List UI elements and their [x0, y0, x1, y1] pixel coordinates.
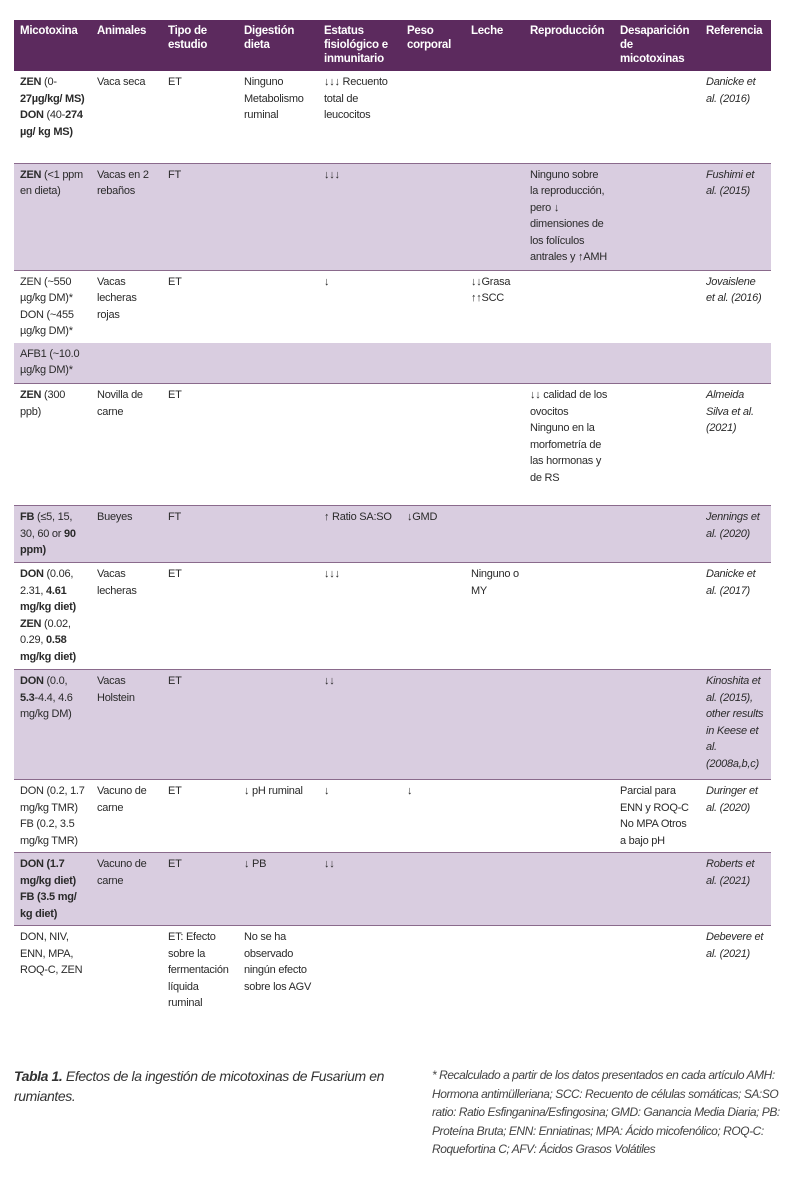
cell-study: ET [168, 275, 182, 288]
cell-digestion [238, 163, 318, 270]
cell-repro [524, 506, 614, 563]
micotoxina-segment: 5.3 [20, 691, 35, 704]
micotoxina-segment: (≤5, 15, 30, 60 or [20, 511, 73, 540]
header-micotoxina: Micotoxina [14, 20, 91, 71]
cell-micotoxina [14, 163, 91, 270]
micotoxina-segment: ZEN [20, 389, 42, 401]
cell-micotoxina [14, 853, 91, 926]
micotoxina-segment: ZEN (~550 µg/kg DM)* DON (~455 µg/kg DM)* [20, 275, 74, 337]
micotoxina-segment: ZEN [20, 168, 42, 181]
cell-digestion [238, 384, 318, 506]
header-tipo-estudio: Tipo de estudio [162, 20, 238, 71]
cell-micotoxina [14, 384, 91, 506]
cell-repro [524, 71, 614, 163]
cell-study: ET [162, 780, 238, 853]
cell-disappear [614, 506, 700, 563]
cell-status: ↓↓↓ [318, 563, 401, 670]
cell-micotoxina [14, 270, 91, 343]
cell-micotoxina [14, 71, 91, 163]
caption-label: Tabla 1. [14, 1068, 63, 1084]
cell-animals: Vaca seca [91, 71, 162, 163]
cell-digestion [238, 563, 318, 670]
cell-status: ↓↓ [318, 853, 401, 926]
micotoxina-segment: 274 µg/ kg MS) [20, 109, 83, 138]
cell-study: FT [162, 163, 238, 270]
cell-disappear: Parcial para ENN y ROQ-C No MPA Otros a bajo pH [614, 780, 700, 853]
cell-animals: Vacas en 2 rebaños [91, 163, 162, 270]
micotoxina-segment: 0.58 mg/kg diet) [20, 634, 76, 663]
cell-repro [524, 853, 614, 926]
cell-animals: Vacuno de carne [91, 780, 162, 853]
cell-digestion [238, 670, 318, 780]
cell-digestion: ↓ pH ruminal [238, 780, 318, 853]
cell-micotoxina [14, 563, 91, 670]
table-row [14, 343, 771, 384]
cell-weight [401, 343, 465, 384]
cell-disappear [614, 343, 700, 384]
micotoxina-segment: 4.61 mg/kg diet) ZEN [20, 584, 76, 630]
cell-ref: Jennings et al. (2020) [700, 506, 771, 563]
micotoxina-segment: DON [20, 675, 44, 687]
micotoxina-segment: (0.0, [43, 675, 68, 687]
cell-animals: Vacas lecheras [91, 563, 162, 670]
micotoxina-segment: FB [20, 511, 35, 523]
cell-weight: ↓ [401, 780, 465, 853]
micotoxina-segment: (0.02, 0.29, [20, 617, 71, 646]
micotoxina-segment: (0.06, 2.31, [20, 568, 74, 597]
cell-digestion [238, 343, 318, 384]
table-row [14, 780, 771, 853]
table-row [14, 163, 771, 270]
cell-weight [401, 853, 465, 926]
cell-animals: Vacas Holstein [91, 670, 162, 780]
cell-milk [465, 853, 524, 926]
cell-digestion: No se ha observado ningún efecto sobre los AGV [244, 931, 312, 993]
table-row [14, 670, 771, 780]
header-estatus: Estatus fisiológico e inmunitario [318, 20, 401, 71]
cell-milk [465, 71, 524, 163]
cell-study: ET [162, 853, 238, 926]
cell-status: ↓↓↓ [318, 163, 401, 270]
cell-ref: Jovaislene et al. (2016) [706, 275, 762, 304]
cell-milk [465, 670, 524, 780]
cell-study [162, 343, 238, 384]
micotoxina-segment: (<1 ppm en dieta) [20, 168, 83, 197]
cell-digestion: ↓ PB [238, 853, 318, 926]
micotoxina-segment: DON (1.7 mg/kg diet) FB (3.5 mg/ kg diet) [20, 858, 77, 920]
cell-ref: Kinoshita et al. (2015), other results in Keese et al. (2008a,b,c) [700, 670, 771, 780]
cell-repro [524, 270, 614, 343]
cell-disappear [614, 384, 700, 506]
table-footnote: * Recalculado a partir de los datos presentados en cada artículo AMH: Hormona antimülleriana; SCC: Recuento de células somáticas; SA:SO ratio: Ratio Esfinganina/Esfingosina; GMD: Ganancia Media Diaria; PB: Proteína Bruta; ENN: Enniatinas; MPA: Ácido micofenólico; ROQ-C: Roquefortina C; AFV: Ácidos Grasos Volátiles [432, 1068, 780, 1156]
cell-study: ET [162, 563, 238, 670]
cell-animals [91, 926, 162, 1022]
cell-animals: Vacas lecheras rojas [97, 275, 137, 321]
cell-repro [524, 670, 614, 780]
cell-repro [524, 343, 614, 384]
micotoxina-segment: (0- [41, 76, 57, 88]
micotoxina-segment: DON [20, 568, 44, 580]
cell-weight: ↓GMD [401, 506, 465, 563]
cell-repro [524, 926, 614, 1022]
header-referencia: Referencia [700, 20, 771, 71]
cell-study: ET: Efecto sobre la fermentación líquida ruminal [168, 931, 229, 1009]
cell-milk [465, 926, 524, 1022]
cell-weight [401, 670, 465, 780]
header-leche: Leche [465, 20, 524, 71]
cell-disappear [614, 853, 700, 926]
cell-status [318, 926, 401, 1022]
cell-micotoxina [14, 780, 91, 853]
micotoxina-segment: (300 ppb) [20, 389, 66, 418]
table-caption [14, 1066, 394, 1106]
cell-milk: Ninguno o MY [465, 563, 524, 670]
cell-status: ↓ [318, 780, 401, 853]
caption-text: Efectos de la ingestión de micotoxinas de Fusarium en rumiantes. [14, 1068, 385, 1104]
cell-weight [401, 384, 465, 506]
micotoxina-segment: DON, NIV, ENN, MPA, ROQ-C, ZEN [20, 931, 83, 976]
cell-milk [465, 506, 524, 563]
header-reproduccion: Reproducción [524, 20, 614, 71]
cell-micotoxina [14, 670, 91, 780]
table-row [14, 563, 771, 670]
cell-ref: Danicke et al. (2016) [700, 71, 771, 163]
table-row [14, 853, 771, 926]
micotoxina-segment: AFB1 (~10.0 µg/kg DM)* [20, 347, 80, 376]
table-row [14, 71, 771, 163]
cell-status: ↑ Ratio SA:SO [318, 506, 401, 563]
header-digestion-dieta: Digestión dieta [238, 20, 318, 71]
cell-ref: Duringer et al. (2020) [700, 780, 771, 853]
cell-digestion [238, 270, 318, 343]
cell-study: ET [162, 71, 238, 163]
cell-ref: Fushimi et al. (2015) [700, 163, 771, 270]
cell-digestion [238, 506, 318, 563]
cell-animals [91, 343, 162, 384]
table-row [14, 384, 771, 506]
cell-digestion: Ninguno Metabolismo ruminal [238, 71, 318, 163]
cell-status: ↓↓ [318, 670, 401, 780]
cell-repro [524, 563, 614, 670]
table-header-row [14, 20, 771, 71]
cell-study: ET [162, 670, 238, 780]
micotoxina-segment: -4.4, 4.6 mg/kg DM) [20, 691, 73, 720]
cell-micotoxina [14, 926, 91, 1022]
cell-micotoxina [14, 506, 91, 563]
cell-milk [465, 384, 524, 506]
cell-disappear [614, 563, 700, 670]
cell-weight [401, 71, 465, 163]
micotoxina-segment: ZEN [20, 76, 42, 88]
table-body [14, 71, 771, 1022]
cell-milk [465, 343, 524, 384]
cell-ref [700, 343, 771, 384]
micotoxina-segment: DON (0.2, 1.7 mg/kg TMR) FB (0.2, 3.5 mg/kg TMR) [20, 785, 85, 847]
table-row [14, 270, 771, 343]
cell-ref: Roberts et al. (2021) [700, 853, 771, 926]
cell-status [318, 343, 401, 384]
cell-disappear [614, 926, 700, 1022]
cell-weight [401, 163, 465, 270]
cell-ref: Debevere et al. (2021) [706, 931, 764, 960]
cell-weight [401, 926, 465, 1022]
cell-ref: Almeida Silva et al. (2021) [700, 384, 771, 506]
cell-weight [401, 563, 465, 670]
cell-repro: Ninguno sobre la reproducción, pero ↓ dimensiones de los folículos antrales y ↑AMH [524, 163, 614, 270]
cell-disappear [614, 163, 700, 270]
mycotoxin-effects-table [14, 20, 771, 1022]
cell-micotoxina [14, 343, 91, 384]
cell-animals: Novilla de carne [91, 384, 162, 506]
cell-disappear [614, 270, 700, 343]
cell-milk [465, 780, 524, 853]
cell-milk [465, 163, 524, 270]
table-row [14, 506, 771, 563]
cell-animals: Vacuno de carne [91, 853, 162, 926]
table-row [14, 926, 771, 1022]
cell-animals: Bueyes [91, 506, 162, 563]
cell-weight [401, 270, 465, 343]
cell-ref: Danicke et al. (2017) [700, 563, 771, 670]
cell-repro [524, 780, 614, 853]
micotoxina-segment: 27µg/kg/ MS) DON [20, 92, 85, 121]
cell-status: ↓↓↓ Recuento total de leucocitos [318, 71, 401, 163]
cell-status [318, 384, 401, 506]
cell-repro: ↓↓ calidad de los ovocitos Ninguno en la morfometría de las hormonas y de RS [524, 384, 614, 506]
cell-milk: ↓↓Grasa ↑↑SCC [471, 275, 511, 304]
header-animales: Animales [91, 20, 162, 71]
micotoxina-segment: (40- [43, 109, 66, 121]
cell-disappear [614, 670, 700, 780]
header-peso-corporal: Peso corporal [401, 20, 465, 71]
micotoxina-segment: 90 ppm) [20, 527, 76, 556]
cell-study: FT [162, 506, 238, 563]
cell-disappear [614, 71, 700, 163]
cell-status: ↓ [324, 275, 330, 288]
cell-study: ET [162, 384, 238, 506]
header-desaparicion: Desaparición de micotoxinas [614, 20, 700, 71]
